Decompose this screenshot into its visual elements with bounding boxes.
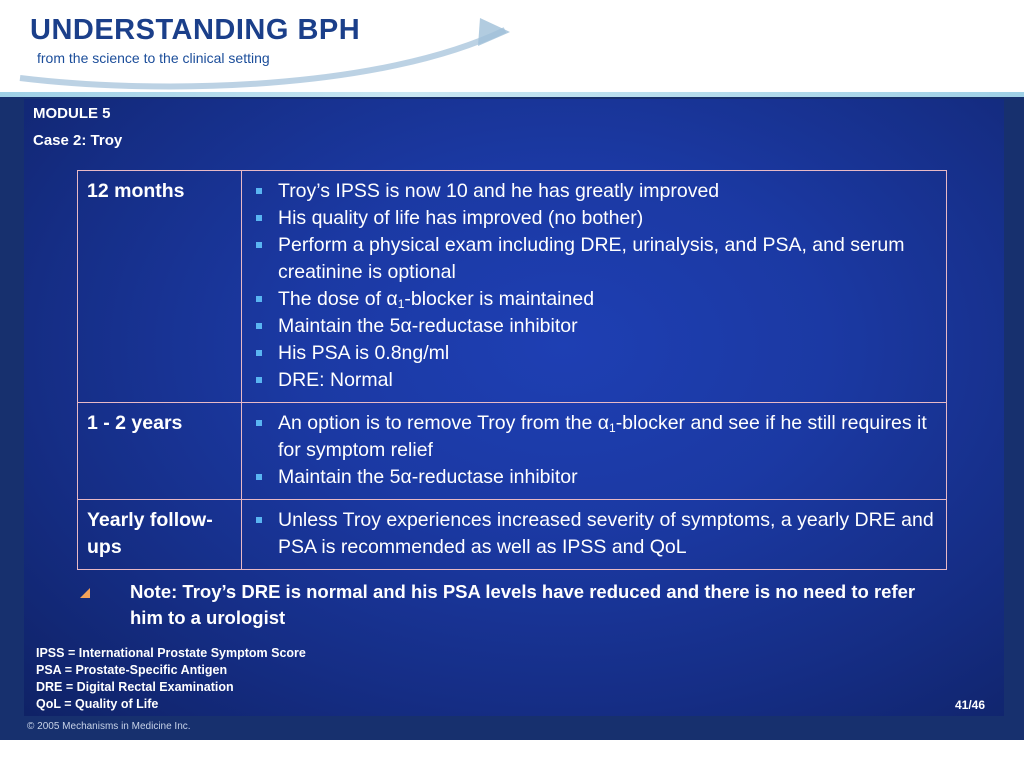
item-text: His PSA is 0.8ng/ml — [278, 342, 450, 364]
period-cell: Yearly follow-ups — [78, 500, 242, 570]
list-item — [255, 410, 938, 464]
follow-up-table — [77, 170, 947, 570]
list-item — [255, 367, 938, 394]
period-cell: 1 - 2 years — [78, 403, 242, 500]
list-item — [255, 340, 938, 367]
app-title: UNDERSTANDING BPH — [30, 14, 361, 46]
case-label: Case 2: Troy — [33, 132, 123, 149]
copyright: © 2005 Mechanisms in Medicine Inc. — [27, 721, 191, 732]
item-text: An option is to remove Troy from the α — [278, 412, 609, 434]
list-item — [255, 507, 938, 561]
module-label: MODULE 5 — [33, 105, 111, 122]
list-item — [255, 464, 938, 491]
footer — [0, 740, 1024, 768]
item-text: The dose of α — [278, 288, 398, 310]
item-text: -blocker is maintained — [404, 288, 595, 310]
period-cell: 12 months — [78, 171, 242, 403]
header — [0, 0, 1024, 92]
abbreviation-item: QoL = Quality of Life — [36, 697, 159, 711]
details-list — [255, 410, 938, 491]
item-text: Unless Troy experiences increased severity of symptoms, a yearly DRE and PSA is recommended as well as IPSS and QoL — [278, 509, 934, 558]
table-row — [78, 500, 947, 570]
subscript-text: 1 — [397, 297, 405, 311]
item-text: Troy’s IPSS is now 10 and he has greatly improved — [278, 180, 720, 202]
item-text: Maintain the 5α-reductase inhibitor — [278, 315, 578, 337]
list-item — [255, 178, 938, 205]
list-item — [255, 313, 938, 340]
abbreviations-list — [36, 645, 306, 713]
list-item — [255, 205, 938, 232]
list-item — [255, 232, 938, 286]
item-text: DRE: Normal — [278, 369, 393, 391]
app-subtitle: from the science to the clinical setting — [37, 50, 270, 66]
table-row — [78, 171, 947, 403]
subscript-text: 1 — [609, 421, 616, 435]
item-text: -blocker and see if he still requires it for symptom relief — [278, 412, 927, 461]
details-list — [255, 507, 938, 561]
details-cell — [242, 403, 947, 500]
note-text: Note: Troy’s DRE is normal and his PSA levels have reduced and there is no need to refer him to a urologist — [130, 581, 916, 628]
list-item — [255, 286, 938, 313]
details-cell — [242, 171, 947, 403]
details-cell — [242, 500, 947, 570]
page-number: 41/46 — [955, 698, 986, 712]
abbreviation-item: IPSS = International Prostate Symptom Score — [36, 646, 306, 660]
note-bullet-icon — [80, 588, 90, 598]
table-row — [78, 403, 947, 500]
details-list — [255, 178, 938, 394]
abbreviation-item: PSA = Prostate-Specific Antigen — [36, 663, 228, 677]
item-text: His quality of life has improved (no bother) — [278, 207, 644, 229]
item-text: Perform a physical exam including DRE, urinalysis, and PSA, and serum creatinine is optional — [278, 234, 905, 283]
abbreviation-item: DRE = Digital Rectal Examination — [36, 680, 234, 694]
item-text: Maintain the 5α-reductase inhibitor — [278, 466, 578, 488]
